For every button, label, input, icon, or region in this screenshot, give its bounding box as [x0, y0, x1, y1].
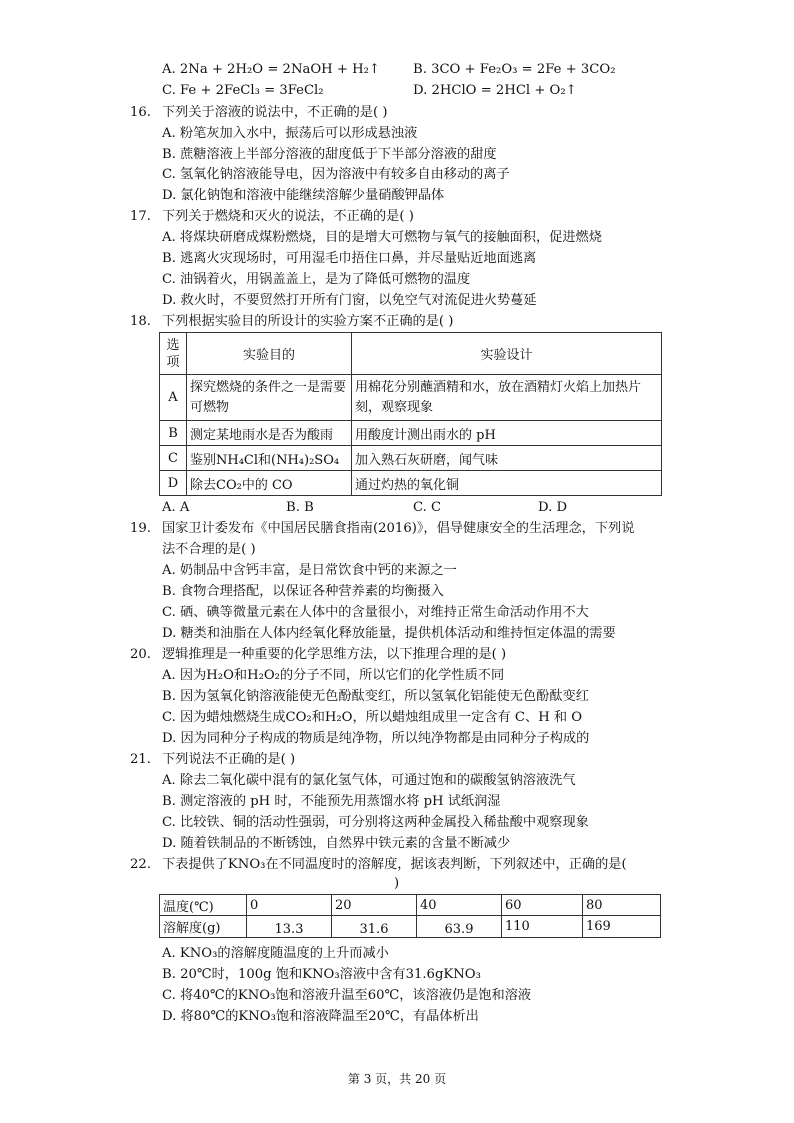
option-b: B. 蔗糖溶液上半部分溶液的甜度低于下半部分溶液的甜度	[162, 147, 497, 162]
option-c: C. 硒、碘等微量元素在人体中的含量很小，对维持正常生命活动作用不大	[162, 605, 589, 620]
question-number: 19.	[130, 521, 151, 536]
question-number: 18.	[130, 314, 151, 329]
option-d: D. D	[538, 500, 568, 515]
table-cell: A	[160, 375, 187, 421]
table-row	[160, 916, 661, 938]
option-c: C. 因为蜡烛燃烧生成CO₂和H₂O，所以蜡烛组成里一定含有 C、H 和 O	[162, 710, 583, 725]
option-a: A. KNO₃的溶解度随温度的上升而减小	[162, 946, 389, 961]
option-c: C. C	[413, 500, 442, 515]
question-stem-continued: 法不合理的是( )	[162, 542, 256, 557]
option-a: A. A	[162, 500, 190, 515]
table-cell: 测定某地雨水是否为酸雨	[187, 421, 352, 446]
option-a: A. 因为H₂O和H₂O₂的分子不同，所以它们的化学性质不同	[162, 668, 505, 683]
question-number: 21.	[130, 752, 151, 767]
table-cell: D	[160, 471, 187, 496]
table-cell: C	[160, 446, 187, 471]
question-number: 16.	[130, 105, 151, 120]
question-number: 22.	[130, 857, 151, 872]
option-b: B. 食物合理搭配，以保证各种营养素的均衡摄入	[162, 584, 444, 599]
option-d: D. 因为同种分子构成的物质是纯净物，所以纯净物都是由同种分子构成的	[162, 731, 590, 746]
table-cell: 溶解度(g)	[160, 916, 247, 938]
experiment-table	[159, 332, 662, 496]
option-c: C. 比较铁、铜的活动性强弱，可分别将这两种金属投入稀盐酸中观察现象	[162, 815, 589, 830]
question-stem: 逻辑推理是一种重要的化学思维方法，以下推理合理的是( )	[162, 647, 507, 662]
q15-option-b: B. 3CO + Fe₂O₃ = 2Fe + 3CO₂	[413, 62, 616, 77]
table-cell: 0	[247, 895, 332, 916]
table-cell: 加入熟石灰研磨，闻气味	[352, 446, 662, 471]
option-d: D. 氯化钠饱和溶液中能继续溶解少量硝酸钾晶体	[162, 188, 445, 203]
table-cell: 除去CO₂中的 CO	[187, 471, 352, 496]
option-a: A. 奶制品中含钙丰富，是日常饮食中钙的来源之一	[162, 563, 457, 578]
question-stem: 下表提供了KNO₃在不同温度时的溶解度，据该表判断，下列叙述中，正确的是(	[162, 857, 627, 872]
table-row	[160, 446, 662, 471]
table-cell: 温度(℃)	[160, 895, 247, 916]
q15-option-d: D. 2HClO = 2HCl + O₂↑	[413, 83, 577, 98]
page-footer: 第 3 页，共 20 页	[347, 1072, 447, 1086]
table-header-cell: 选项	[160, 333, 187, 375]
table-header-row	[160, 333, 662, 375]
option-c: C. 将40℃的KNO₃饱和溶液升温至60℃，该溶液仍是饱和溶液	[162, 988, 532, 1003]
q15-option-a: A. 2Na + 2H₂O = 2NaOH + H₂↑	[162, 62, 380, 77]
option-b: B. 因为氢氧化钠溶液能使无色酚酞变红，所以氢氧化铝能使无色酚酞变红	[162, 689, 589, 704]
question-stem: 下列关于溶液的说法中，不正确的是( )	[162, 105, 388, 120]
table-cell: 40	[417, 895, 502, 916]
solubility-table	[159, 894, 661, 938]
option-c: C. 油锅着火，用锅盖盖上，是为了降低可燃物的温度	[162, 272, 471, 287]
table-cell: 31.6	[332, 916, 417, 938]
table-cell: 20	[332, 895, 417, 916]
table-row	[160, 375, 662, 421]
table-cell: 63.9	[417, 916, 502, 938]
option-d: D. 将80℃的KNO₃饱和溶液降温至20℃，有晶体析出	[162, 1009, 479, 1024]
table-cell: 探究燃烧的条件之一是需要可燃物	[187, 375, 352, 421]
question-stem: 国家卫计委发布《中国居民膳食指南(2016)》，倡导健康安全的生活理念，下列说	[162, 521, 635, 536]
question-number: 17.	[130, 209, 151, 224]
option-c: C. 氢氧化钠溶液能导电，因为溶液中有较多自由移动的离子	[162, 167, 510, 182]
table-cell: 110	[502, 916, 583, 938]
table-cell: 通过灼热的氧化铜	[352, 471, 662, 496]
question-stem: 下列说法不正确的是( )	[162, 752, 296, 767]
table-header-cell: 实验目的	[187, 333, 352, 375]
table-cell: 鉴别NH₄Cl和(NH₄)₂SO₄	[187, 446, 352, 471]
question-stem: 下列根据实验目的所设计的实验方案不正确的是( )	[162, 314, 454, 329]
table-cell: 80	[583, 895, 661, 916]
option-d: D. 救火时，不要贸然打开所有门窗，以免空气对流促进火势蔓延	[162, 293, 537, 308]
option-d: D. 糖类和油脂在人体内经氧化释放能量，提供机体活动和维持恒定体温的需要	[162, 626, 616, 641]
table-cell: B	[160, 421, 187, 446]
option-d: D. 随着铁制品的不断锈蚀，自然界中铁元素的含量不断减少	[162, 836, 511, 851]
table-cell: 用棉花分别蘸酒精和水，放在酒精灯火焰上加热片刻，观察现象	[352, 375, 662, 421]
question-stem: 下列关于燃烧和灭火的说法，不正确的是( )	[162, 209, 414, 224]
table-cell: 169	[583, 916, 661, 938]
option-a: A. 将煤块研磨成煤粉燃烧，目的是增大可燃物与氧气的接触面积，促进燃烧	[162, 230, 602, 245]
option-a: A. 粉笔灰加入水中，振荡后可以形成悬浊液	[162, 126, 418, 141]
table-row	[160, 421, 662, 446]
question-stem-continued: )	[394, 876, 400, 891]
table-cell: 用酸度计测出雨水的 pH	[352, 421, 662, 446]
option-a: A. 除去二氧化碳中混有的氯化氢气体，可通过饱和的碳酸氢钠溶液洗气	[162, 773, 576, 788]
option-b: B. 逃离火灾现场时，可用湿毛巾捂住口鼻，并尽量贴近地面逃离	[162, 251, 537, 266]
table-cell: 60	[502, 895, 583, 916]
table-header-cell: 实验设计	[352, 333, 662, 375]
table-row	[160, 895, 661, 916]
question-number: 20.	[130, 647, 151, 662]
option-b: B. B	[286, 500, 314, 515]
option-b: B. 20℃时，100g 饱和KNO₃溶液中含有31.6gKNO₃	[162, 967, 481, 982]
table-cell: 13.3	[247, 916, 332, 938]
table-row	[160, 471, 662, 496]
option-b: B. 测定溶液的 pH 时，不能预先用蒸馏水将 pH 试纸润湿	[162, 794, 501, 809]
q15-option-c: C. Fe + 2FeCl₃ = 3FeCl₂	[162, 83, 324, 98]
